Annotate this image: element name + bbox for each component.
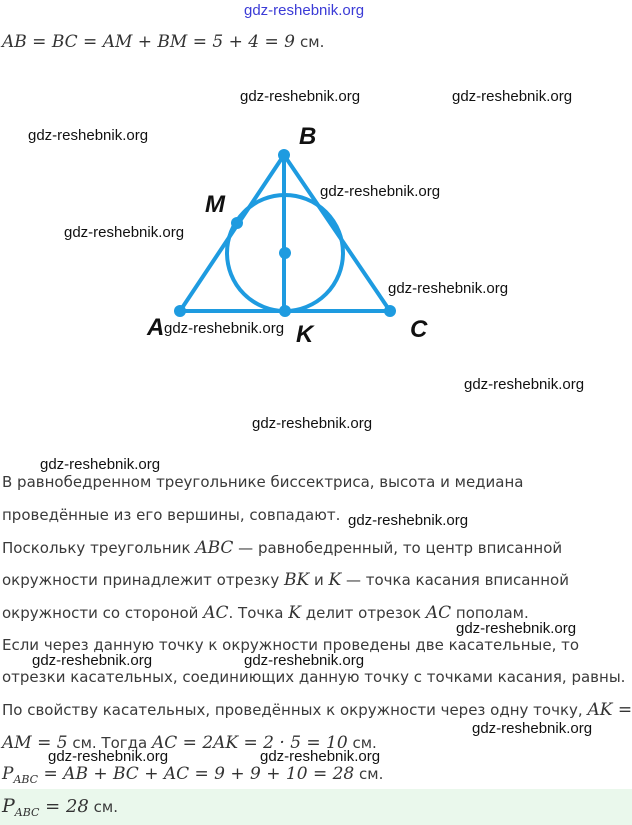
label-a: A [147,314,165,341]
answer-box [0,789,632,825]
p4-line2-math2: AC = 2AK = 2 · 5 = 10 [151,733,348,753]
p2-line1-b: — равнобедренный, то центр вписанной [233,539,563,557]
p4-line1-a: По свойству касательных, проведённых к окружности через одну точку, [2,701,588,719]
watermark-11: gdz-reshebnik.org [348,512,469,529]
watermark-17: gdz-reshebnik.org [260,748,381,765]
watermark-16: gdz-reshebnik.org [48,748,169,765]
perimeter-p: P [2,764,14,784]
label-m: M [205,191,225,218]
watermark-10: gdz-reshebnik.org [40,456,161,473]
p2-line1 [2,538,562,558]
watermark-12: gdz-reshebnik.org [456,620,577,637]
watermark-5: gdz-reshebnik.org [64,224,185,241]
formula-line-1-unit: см. [300,33,325,51]
label-c: C [410,316,428,343]
p2-line1-math: ABC [195,538,234,558]
p4-line2 [2,733,377,753]
watermark-14: gdz-reshebnik.org [244,652,365,669]
watermark-9: gdz-reshebnik.org [252,415,373,432]
point-m [231,217,243,229]
perimeter-math: = AB + BC + AC = 9 + 9 + 10 = 28 [38,764,355,784]
p2-line2-b: и [309,571,329,589]
triangle-figure [0,0,632,380]
site-link[interactable]: gdz-reshebnik.org [244,2,365,19]
p2-line2-math2: K [328,570,342,590]
p2-line3-c: делит отрезок [300,604,426,622]
p2-line3-math1: AC [203,603,229,623]
p2-line3-math3: AC [425,603,452,623]
label-b: B [299,123,317,150]
point-a [174,305,186,317]
p4-line2-b: см. Тогда [67,734,152,752]
p2-line3 [2,603,529,623]
label-k: K [296,321,314,348]
watermark-7: gdz-reshebnik.org [164,320,285,337]
p2-line2 [2,570,569,590]
watermark-2: gdz-reshebnik.org [452,88,573,105]
p4-line1-math: AK = [587,700,632,720]
watermark-8: gdz-reshebnik.org [464,376,585,393]
p4-line1 [2,700,632,720]
watermark-1: gdz-reshebnik.org [240,88,361,105]
p4-line2-c: см. [347,734,377,752]
answer-formula [2,795,118,819]
point-b [278,149,290,161]
p4-line2-math1: AM = 5 [2,733,68,753]
watermark-6: gdz-reshebnik.org [388,280,509,297]
answer-sub: ABC [14,806,40,820]
p2-line3-math2: K [288,603,301,623]
answer-p: P [2,795,15,817]
p3-line2: отрезки касательных, соединиющих данную точку с точками касания, равны. [2,668,626,686]
p3-line1: Если через данную точку к окружности проведены две касательные, то [2,636,580,654]
p2-line3-b: . Точка [228,604,289,622]
watermark-4: gdz-reshebnik.org [320,183,441,200]
p1-line2: проведённые из его вершины, совпадают. [2,506,341,524]
perimeter-formula [2,764,383,786]
p1-line1: В равнобедренном треугольнике биссектриса, высота и медиана [2,473,524,491]
p2-line1-a: Поскольку треугольник [2,539,196,557]
p2-line2-c: — точка касания вписанной [341,571,569,589]
p2-line2-math1: BK [284,570,310,590]
watermark-15: gdz-reshebnik.org [472,720,593,737]
point-k [279,305,291,317]
perimeter-sub: ABC [13,773,39,787]
watermark-3: gdz-reshebnik.org [28,127,149,144]
p2-line2-a: окружности принадлежит отрезку [2,571,285,589]
point-c [384,305,396,317]
p2-line3-d: пополам. [451,604,529,622]
circle-center [279,247,291,259]
answer-math: = 28 [39,796,89,817]
formula-line-1-math: AB = BC = AM + BM = 5 + 4 = 9 [2,32,295,52]
p2-line3-a: окружности со стороной [2,604,204,622]
answer-unit: см. [88,798,118,816]
watermark-13: gdz-reshebnik.org [32,652,153,669]
perimeter-unit: см. [354,765,384,783]
